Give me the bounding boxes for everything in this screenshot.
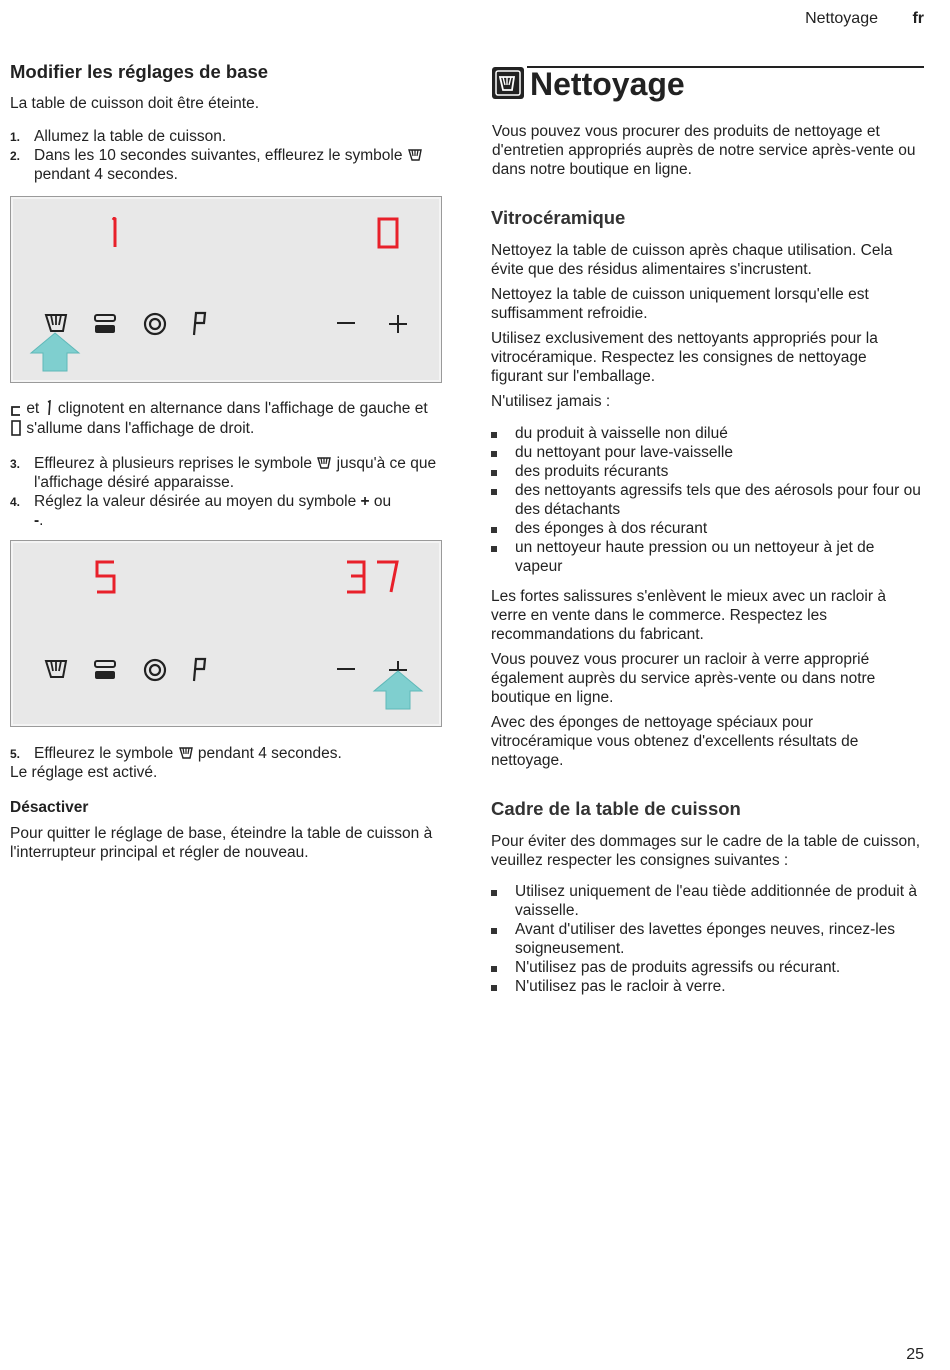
vitroceramic-paragraph-3: Utilisez exclusivement des nettoyants appropriés pour la vitrocéramique. Respectez les consignes de nettoyage figurant sur l'emballage.	[491, 330, 878, 385]
never-use-label: N'utilisez jamais :	[491, 393, 611, 410]
cleaning-hand-icon	[316, 455, 332, 471]
list-item: des nettoyants agressifs tels que des aérosols pour four ou des détachants	[491, 481, 923, 519]
step-5: 5. Effleurez le symbole pendant 4 secondes.	[10, 745, 342, 762]
up-arrow-indicator-icon	[372, 669, 424, 711]
step-1: 1. Allumez la table de cuisson.	[10, 128, 227, 145]
timer-icon[interactable]	[93, 659, 117, 681]
steps-1-2	[10, 127, 430, 184]
list-item: Avant d'utiliser des lavettes éponges neuves, rincez-les soigneusement.	[491, 920, 923, 958]
vitroceramic-paragraph-4: Les fortes salissures s'enlèvent le mieux avec un racloir à verre en vente dans le commerce. Respectez les recommandations du fabricant.	[491, 588, 886, 643]
basic-settings-intro: La table de cuisson doit être éteinte.	[10, 95, 260, 112]
powerboost-p-icon[interactable]	[189, 657, 209, 683]
frame-instructions-list	[491, 882, 923, 996]
list-item: Utilisez uniquement de l'eau tiède additionnée de produit à vaisselle.	[491, 882, 923, 920]
deactivate-title: Désactiver	[10, 799, 89, 816]
header-section: Nettoyage	[805, 10, 878, 27]
cleaning-section-icon	[491, 66, 525, 100]
setting-activated-text: Le réglage est activé.	[10, 764, 158, 781]
step-5-list	[10, 744, 440, 763]
minus-icon[interactable]	[335, 315, 357, 331]
cleaning-hand-icon	[178, 745, 194, 761]
step-3: 3. Effleurez à plusieurs reprises le symbole jusqu'à ce que l'affichage désiré apparaisse.	[10, 455, 437, 491]
display-left-digit-5	[93, 559, 119, 595]
vitroceramic-paragraph-6: Avec des éponges de nettoyage spéciaux pour vitrocéramique vous obtenez d'excellents résultats de nettoyage.	[491, 714, 859, 769]
display-left-digit-1	[103, 217, 127, 249]
list-item: des éponges à dos récurant	[491, 519, 923, 538]
basic-settings-title: Modifier les réglages de base	[10, 61, 269, 82]
vitroceramic-title: Vitrocéramique	[491, 207, 626, 228]
1-segment-icon	[44, 400, 54, 416]
minus-icon[interactable]	[335, 661, 357, 677]
never-use-list	[491, 424, 923, 576]
vitroceramic-paragraph-1: Nettoyez la table de cuisson après chaque utilisation. Cela évite que des résidus alimentaires s'incrustent.	[491, 242, 893, 278]
display-right-digits-37	[343, 559, 403, 595]
0-segment-icon	[10, 420, 22, 436]
cleaning-intro: Vous pouvez vous procurer des produits de nettoyage et d'entretien appropriés auprès de notre service après-vente ou dans notre boutique en ligne.	[492, 123, 916, 178]
list-item: du produit à vaisselle non dilué	[491, 424, 923, 443]
list-item: N'utilisez pas de produits agressifs ou récurant.	[491, 958, 923, 977]
list-item: du nettoyant pour lave-vaisselle	[491, 443, 923, 462]
page-number: 25	[906, 1346, 924, 1363]
powerboost-p-icon[interactable]	[189, 311, 209, 337]
steps-3-4	[10, 454, 440, 530]
list-item: des produits récurants	[491, 462, 923, 481]
timer-icon[interactable]	[93, 313, 117, 335]
frame-title: Cadre de la table de cuisson	[491, 798, 741, 819]
cleaning-hand-icon[interactable]	[43, 657, 69, 681]
list-item: N'utilisez pas le racloir à verre.	[491, 977, 923, 996]
hob-zone-icon[interactable]	[143, 312, 167, 336]
vitroceramic-paragraph-2: Nettoyez la table de cuisson uniquement lorsqu'elle est suffisamment refroidie.	[491, 286, 869, 322]
vitroceramic-paragraph-5: Vous pouvez vous procurer un racloir à verre approprié également auprès du service après-vente ou dans notre boutique en ligne.	[491, 651, 876, 706]
deactivate-text: Pour quitter le réglage de base, éteindre la table de cuisson à l'interrupteur principal et régler de nouveau.	[10, 825, 433, 861]
plus-icon[interactable]	[387, 313, 409, 335]
step-4: 4. Réglez la valeur désirée au moyen du symbole + ou -.	[10, 493, 392, 529]
hob-zone-icon[interactable]	[143, 658, 167, 682]
header-language: fr	[912, 10, 924, 27]
c-segment-icon	[10, 402, 22, 416]
up-arrow-indicator-icon	[29, 331, 81, 373]
control-panel-2	[10, 540, 442, 727]
cleaning-hand-icon	[407, 147, 423, 163]
control-panel-1	[10, 196, 442, 383]
list-item: un nettoyeur haute pression ou un nettoyeur à jet de vapeur	[491, 538, 923, 576]
display-right-digit-0	[376, 217, 402, 249]
frame-intro: Pour éviter des dommages sur le cadre de la table de cuisson, veuillez respecter les consignes suivantes :	[491, 833, 921, 869]
blink-description: et clignotent en alternance dans l'affichage de gauche et s'allume dans l'affichage de droit.	[10, 399, 435, 439]
cleaning-title: Nettoyage	[530, 66, 685, 102]
step-2: 2. Dans les 10 secondes suivantes, effleurez le symbole pendant 4 secondes.	[10, 146, 430, 184]
